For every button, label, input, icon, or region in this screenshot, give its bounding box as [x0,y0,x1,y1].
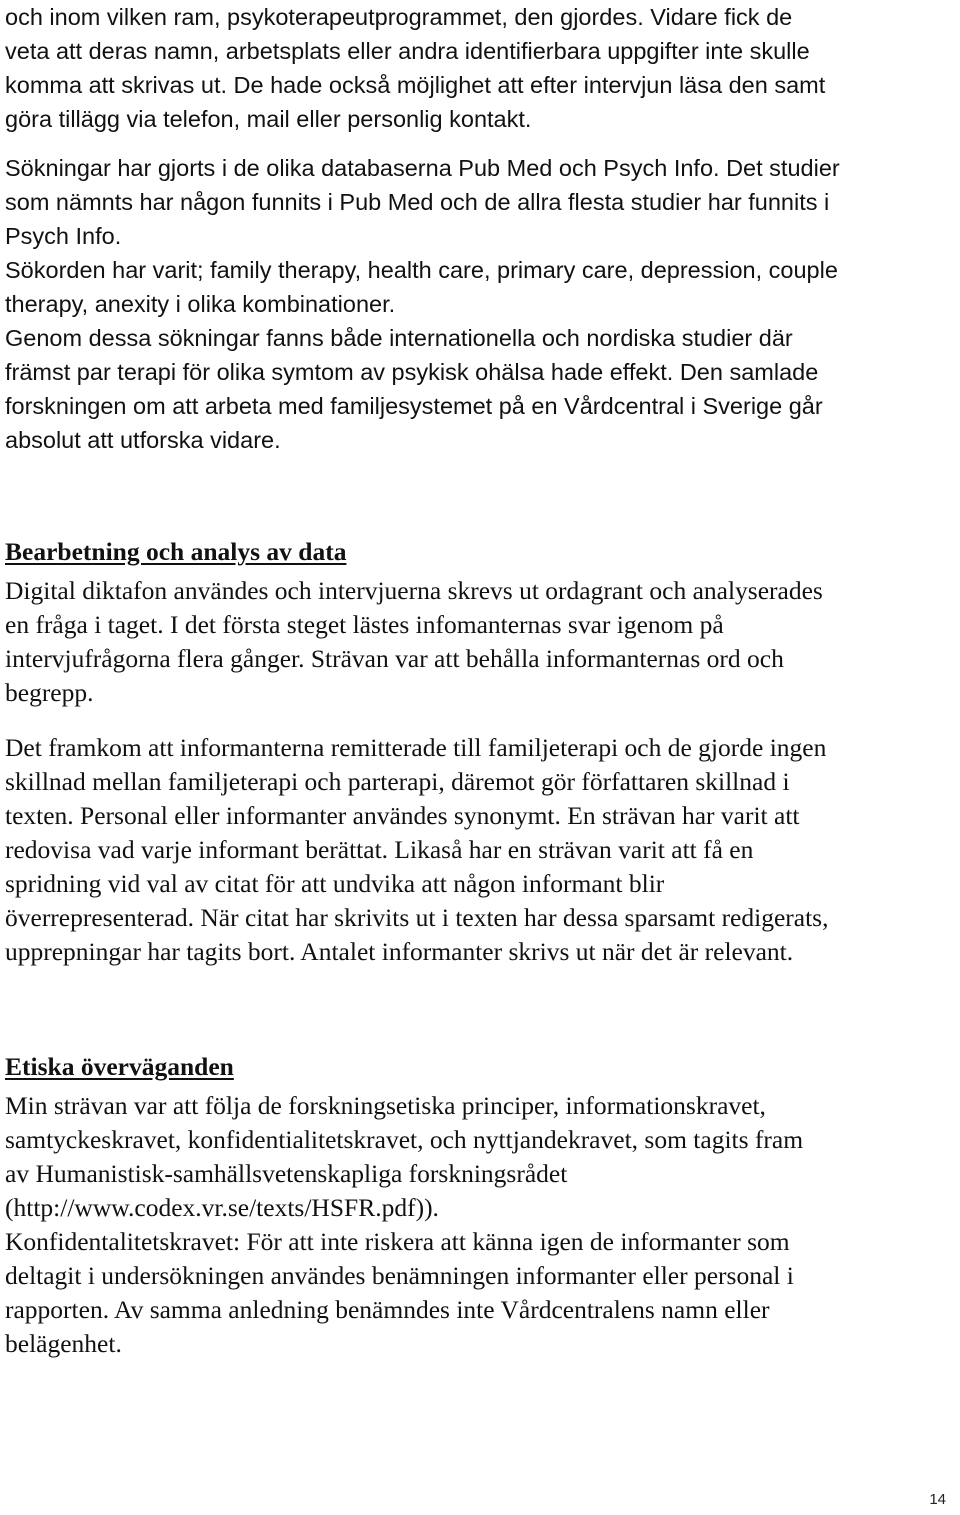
analysis-paragraph-2 [5,731,957,969]
text-line: av Humanistisk-samhällsvetenskapliga forskningsrådet [5,1159,568,1188]
text-line: Genom dessa sökningar fanns både internationella och nordiska studier där [5,325,793,351]
text-line: therapy, anexity i olika kombinationer. [5,291,396,317]
analysis-paragraph-1 [5,574,957,710]
text-line: och inom vilken ram, psykoterapeutprogrammet, den gjordes. Vidare fick de [5,4,793,30]
text-line: Psych Info. [5,223,122,249]
text-line: som nämnts har någon funnits i Pub Med och de allra flesta studier har funnits i [5,189,830,215]
text-line: rapporten. Av samma anledning benämndes inte Vårdcentralens namn eller [5,1295,770,1324]
text-line: skillnad mellan familjeterapi och parterapi, däremot gör författaren skillnad i [5,767,790,796]
text-line: redovisa vad varje informant berättat. Likaså har en strävan varit att få en [5,835,754,864]
text-line: Konfidentalitetskravet: För att inte riskera att känna igen de informanter som [5,1227,790,1256]
text-line: veta att deras namn, arbetsplats eller andra identifierbara uppgifter inte skulle [5,38,810,64]
intro-paragraph [5,0,957,136]
text-line: komma att skrivas ut. De hade också möjlighet att efter intervjun läsa den samt [5,72,826,98]
text-line: Sökningar har gjorts i de olika databaserna Pub Med och Psych Info. Det studier [5,155,840,181]
text-line: begrepp. [5,678,94,707]
text-line: överrepresenterad. När citat har skrivits ut i texten har dessa sparsamt redigerats, [5,903,829,932]
text-line: texten. Personal eller informanter användes synonymt. En strävan har varit att [5,801,800,830]
text-line: belägenhet. [5,1329,122,1358]
text-line: Sökorden har varit; family therapy, health care, primary care, depression, couple [5,257,838,283]
text-line: upprepningar har tagits bort. Antalet informanter skrivs ut när det är relevant. [5,937,794,966]
section-heading-ethics: Etiska överväganden [5,1052,234,1081]
page-number: 14 [929,1491,946,1508]
text-line: absolut att utforska vidare. [5,427,281,453]
text-line: deltagit i undersökningen användes benämningen informanter eller personal i [5,1261,794,1290]
section-heading-analysis: Bearbetning och analys av data [5,537,347,566]
text-line: spridning vid val av citat för att undvika att någon informant blir [5,869,665,898]
text-line: samtyckeskravet, konfidentialitetskravet, och nyttjandekravet, som tagits fram [5,1125,804,1154]
ethics-paragraph-2 [5,1225,957,1361]
text-line: Det framkom att informanterna remitterade till familjeterapi och de gjorde ingen [5,733,827,762]
ethics-paragraph-1 [5,1089,957,1225]
text-line: Digital diktafon användes och intervjuerna skrevs ut ordagrant och analyserades [5,576,823,605]
text-line: Min strävan var att följa de forskningsetiska principer, informationskravet, [5,1091,766,1120]
text-line: forskningen om att arbeta med familjesystemet på en Vårdcentral i Sverige går [5,393,823,419]
text-line: göra tillägg via telefon, mail eller personlig kontakt. [5,106,532,132]
text-line: främst par terapi för olika symtom av psykisk ohälsa hade effekt. Den samlade [5,359,819,385]
search-paragraph [5,151,957,457]
text-line: intervjufrågorna flera gånger. Strävan var att behålla informanternas ord och [5,644,784,673]
text-line: (http://www.codex.vr.se/texts/HSFR.pdf)). [5,1193,439,1222]
text-line: en fråga i taget. I det första steget lästes infomanternas svar igenom på [5,610,724,639]
